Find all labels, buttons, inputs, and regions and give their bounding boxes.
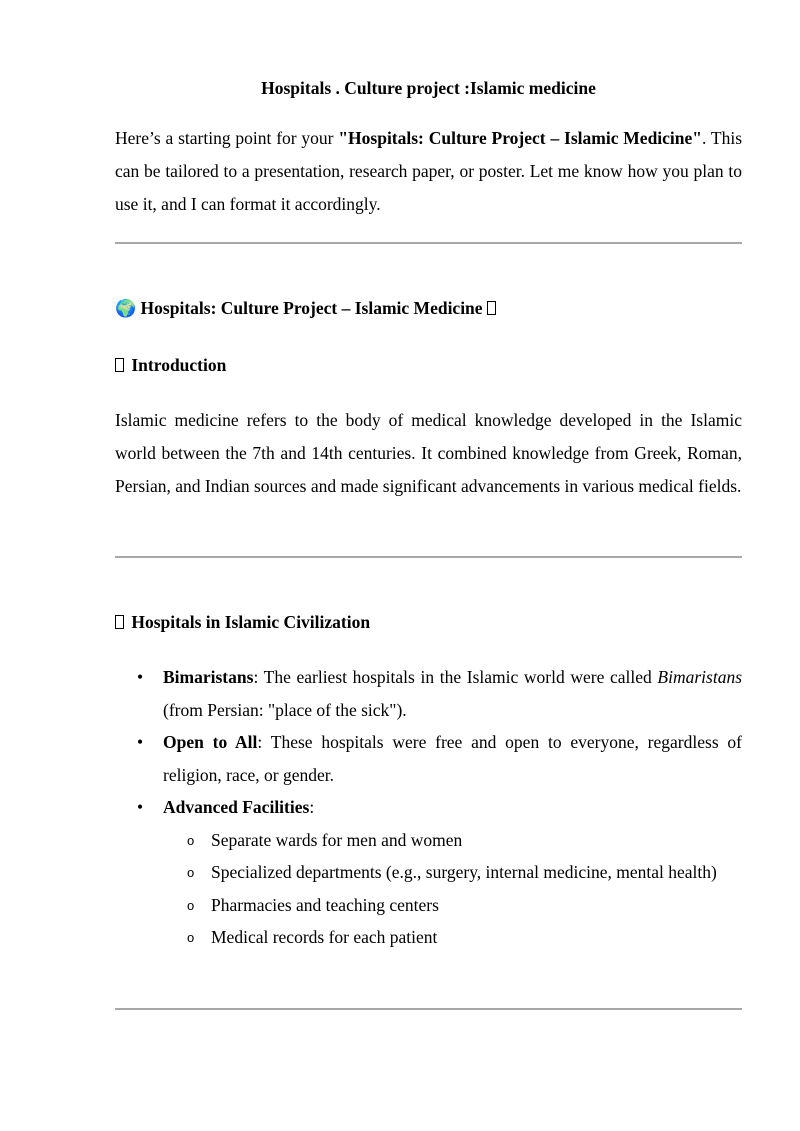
introduction-body: Islamic medicine refers to the body of medical knowledge developed in the Islamic world between the 7th and 14th centuries. It combined knowledge from Greek, Roman, Persian, and Indian sources and made significant advancements in various medical fields.	[115, 410, 742, 496]
facilities-sub-list	[163, 824, 742, 954]
hospitals-heading	[115, 610, 742, 634]
main-heading-text: Hospitals: Culture Project – Islamic Medicine	[140, 298, 483, 318]
intro-lead: Here’s a starting point for your	[115, 128, 339, 148]
missing-glyph-icon	[487, 301, 496, 315]
missing-glyph-icon	[115, 615, 124, 629]
list-item	[115, 661, 742, 726]
hospitals-heading-text: Hospitals in Islamic Civilization	[131, 612, 371, 632]
introduction-heading	[115, 353, 742, 377]
hospitals-bullet-list	[115, 661, 742, 954]
missing-glyph-icon	[115, 358, 124, 372]
list-item	[115, 726, 742, 791]
sub-bullet-marker: o	[187, 865, 195, 880]
list-item-term: Advanced Facilities	[163, 797, 310, 817]
sub-list-item	[115, 824, 742, 857]
introduction-heading-text: Introduction	[131, 355, 227, 375]
sub-list-item-text: Medical records for each patient	[211, 927, 438, 947]
sub-bullet-marker: o	[187, 930, 195, 945]
sub-bullet-marker: o	[187, 897, 195, 913]
list-item	[115, 791, 742, 954]
sub-list-item	[115, 889, 742, 922]
list-item-term: Open to All	[163, 732, 258, 752]
sub-list-item-text: Specialized departments (e.g., surgery, internal medicine, mental health)	[211, 862, 717, 882]
bullet-marker: •	[137, 732, 144, 752]
list-item-text: These hospitals were free and open to everyone, regardless of religion, race, or gender.	[163, 732, 742, 785]
globe-icon: 🌍	[115, 299, 137, 319]
document-title: Hospitals . Culture project :Islamic medicine	[261, 78, 596, 98]
bullet-marker: •	[137, 667, 144, 687]
bullet-marker: •	[137, 797, 144, 817]
list-item-sep: :	[253, 667, 264, 687]
intro-tail: . This can be tailored to a presentation, research paper, or poster. Let me know how you plan to use it, and I can format it accordingly.	[115, 128, 743, 214]
horizontal-rule	[115, 556, 742, 558]
list-item-italic: Bimaristans	[657, 667, 743, 687]
main-heading	[115, 296, 742, 321]
project-title-bold: "Hospitals: Culture Project – Islamic Medicine"	[338, 128, 703, 148]
list-item-text: (from Persian: "place of the sick").	[163, 699, 407, 720]
sub-list-item-text: Separate wards for men and women	[211, 829, 463, 850]
list-item-sep: :	[257, 732, 271, 752]
list-item-sep: :	[309, 797, 315, 817]
list-item-term: Bimaristans	[163, 667, 254, 687]
sub-bullet-marker: o	[187, 832, 195, 848]
list-item-text: The earliest hospitals in the Islamic world were called	[263, 667, 658, 687]
sub-list-item	[115, 856, 742, 889]
sub-list-item-text: Pharmacies and teaching centers	[211, 894, 439, 915]
sub-list-item	[115, 921, 742, 954]
intro-paragraph	[115, 122, 742, 220]
horizontal-rule	[115, 1008, 742, 1010]
horizontal-rule	[115, 242, 742, 244]
